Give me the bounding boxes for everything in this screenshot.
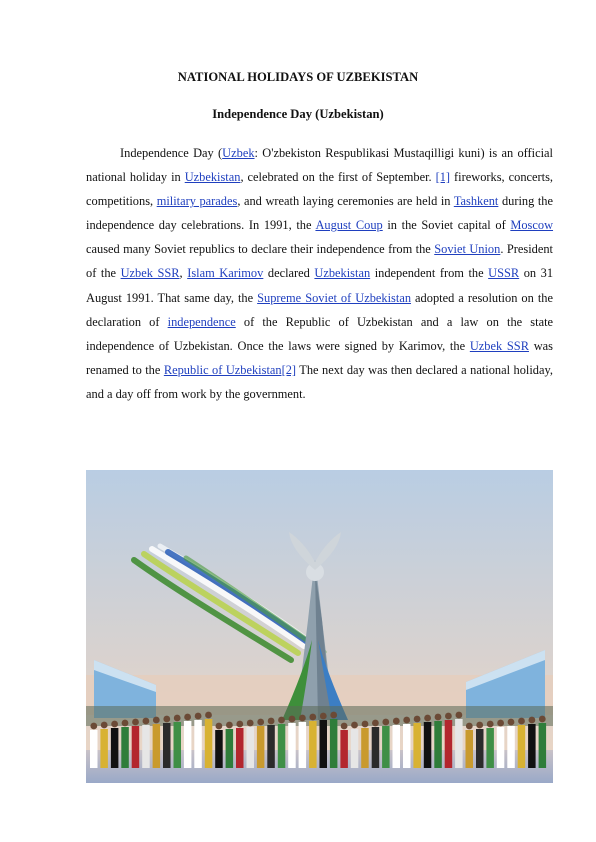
performer-body — [288, 723, 296, 768]
performer-body — [455, 719, 463, 768]
performer-head — [132, 719, 139, 726]
para-text: on 31 August 1991. That same day, the — [86, 266, 554, 305]
para-text: of the Republic of Uzbekistan and a law on the state independence of Uzbekistan. Once the laws were signed by Karimov, the — [86, 314, 554, 353]
performer-body — [330, 719, 338, 768]
performer-body — [153, 724, 161, 768]
performer-head — [247, 720, 254, 727]
link-uzbekistan-2[interactable]: Uzbekistan — [314, 266, 371, 281]
para-text: , celebrated on the first of September. — [240, 170, 436, 185]
performer-body — [497, 727, 505, 768]
para-text: The next day was then declared a national holiday, and a day off from work by the government. — [86, 362, 553, 401]
performer-body — [382, 726, 390, 768]
performer-body — [340, 730, 348, 768]
link-supreme-soviet[interactable]: Supreme Soviet of Uzbekistan — [257, 290, 412, 305]
performer-body — [424, 722, 432, 768]
para-text: : O'zbekiston Respublikasi Mustaqilligi kuni) is an official national holiday in — [86, 146, 553, 185]
performer-body — [518, 725, 526, 768]
performer-body — [309, 721, 317, 768]
performer-body — [403, 724, 411, 768]
performer-body — [361, 728, 369, 768]
performer-body — [528, 724, 536, 768]
performer-head — [497, 720, 504, 727]
performer-head — [205, 712, 212, 719]
performer-body — [320, 720, 328, 768]
para-text: independent from the — [370, 266, 489, 281]
performer-body — [434, 721, 442, 768]
performer-head — [414, 716, 421, 723]
performer-head — [184, 714, 191, 721]
performer-body — [351, 729, 359, 768]
performer-head — [195, 713, 202, 720]
performer-head — [90, 723, 97, 730]
performer-head — [351, 722, 358, 729]
performer-body — [466, 730, 474, 768]
performer-head — [111, 721, 118, 728]
para-text: caused many Soviet republics to declare their independence from the — [86, 242, 435, 257]
performer-body — [257, 726, 265, 768]
performer-body — [194, 720, 202, 768]
performer-head — [216, 723, 223, 730]
performer-head — [539, 716, 546, 723]
performer-head — [424, 715, 431, 722]
performer-head — [372, 720, 379, 727]
performer-head — [476, 722, 483, 729]
para-text: , — [179, 266, 188, 281]
link-republic-of-uzbekistan[interactable]: Republic of Uzbekistan[2] — [163, 362, 297, 377]
body-paragraph — [86, 141, 553, 406]
performer-head — [435, 714, 442, 721]
para-text: , and wreath laying ceremonies are held in — [237, 194, 454, 209]
link-ussr[interactable]: USSR — [488, 266, 520, 281]
para-text: fireworks, concerts, competitions, — [86, 170, 554, 209]
performer-head — [289, 716, 296, 723]
para-text: Independence Day ( — [120, 146, 223, 160]
link-uzbek[interactable]: Uzbek — [222, 146, 255, 160]
performer-body — [372, 727, 380, 768]
performer-body — [247, 727, 255, 768]
document-title: NATIONAL HOLIDAYS OF UZBEKISTAN — [177, 70, 419, 84]
performer-head — [309, 714, 316, 721]
performer-head — [236, 721, 243, 728]
link-islam-karimov[interactable]: Islam Karimov — [187, 266, 264, 281]
performer-head — [341, 723, 348, 730]
link-uzbekistan[interactable]: Uzbekistan — [184, 170, 241, 185]
link-military-parades[interactable]: military parades — [156, 194, 238, 209]
performer-body — [476, 729, 484, 768]
performer-body — [236, 728, 244, 768]
link-soviet-union[interactable]: Soviet Union — [434, 242, 501, 257]
performer-head — [320, 713, 327, 720]
independence-day-photo — [86, 470, 553, 783]
performer-body — [111, 728, 119, 768]
performer-head — [445, 713, 452, 720]
para-text: in the Soviet capital of — [382, 218, 511, 233]
section-heading: Independence Day (Uzbekistan) — [212, 107, 384, 121]
performer-body — [507, 726, 515, 768]
performer-body — [100, 729, 108, 768]
performer-body — [299, 722, 307, 768]
performer-body — [393, 725, 401, 768]
performer-head — [268, 718, 275, 725]
para-text: adopted a resolution on the declaration of — [86, 290, 553, 329]
performer-body — [486, 728, 494, 768]
performer-body — [90, 730, 98, 768]
performer-body — [226, 729, 234, 768]
performer-head — [257, 719, 264, 726]
performer-head — [466, 723, 473, 730]
performer-head — [143, 718, 150, 725]
performer-body — [132, 726, 140, 768]
performer-head — [393, 718, 400, 725]
performer-head — [226, 722, 233, 729]
performer-body — [163, 723, 171, 768]
performer-head — [382, 719, 389, 726]
para-text: . President of the — [86, 242, 553, 281]
performer-body — [184, 721, 192, 768]
performer-body — [205, 719, 213, 768]
performer-head — [163, 716, 170, 723]
performer-head — [101, 722, 108, 729]
para-text: was renamed to the — [86, 338, 553, 377]
link-august-coup[interactable]: August Coup — [315, 218, 383, 233]
performer-head — [174, 715, 181, 722]
performer-head — [456, 712, 463, 719]
link-uzbek-ssr[interactable]: Uzbek SSR — [120, 266, 180, 281]
link-uzbek-ssr-2[interactable]: Uzbek SSR — [469, 338, 529, 353]
performer-body — [267, 725, 275, 768]
para-text: declared — [263, 266, 315, 281]
performer-body — [413, 723, 421, 768]
performer-body — [142, 725, 150, 768]
link-reference-1[interactable]: [1] — [435, 170, 451, 185]
performer-body — [445, 720, 453, 768]
link-independence[interactable]: independence — [167, 314, 236, 329]
performer-body — [278, 724, 286, 768]
performer-head — [278, 717, 285, 724]
link-tashkent[interactable]: Tashkent — [453, 194, 499, 209]
performer-body — [174, 722, 182, 768]
performer-head — [487, 721, 494, 728]
performer-head — [518, 718, 525, 725]
para-text: during the independence day celebrations. In 1991, the — [86, 194, 553, 233]
performer-head — [122, 720, 129, 727]
performer-head — [299, 715, 306, 722]
performer-head — [508, 719, 515, 726]
link-moscow[interactable]: Moscow — [510, 218, 554, 233]
performer-head — [330, 712, 337, 719]
performer-head — [403, 717, 410, 724]
performer-body — [215, 730, 223, 768]
performer-head — [153, 717, 160, 724]
performer-body — [539, 723, 547, 768]
performer-head — [529, 717, 536, 724]
performer-body — [121, 727, 129, 768]
performer-head — [362, 721, 369, 728]
